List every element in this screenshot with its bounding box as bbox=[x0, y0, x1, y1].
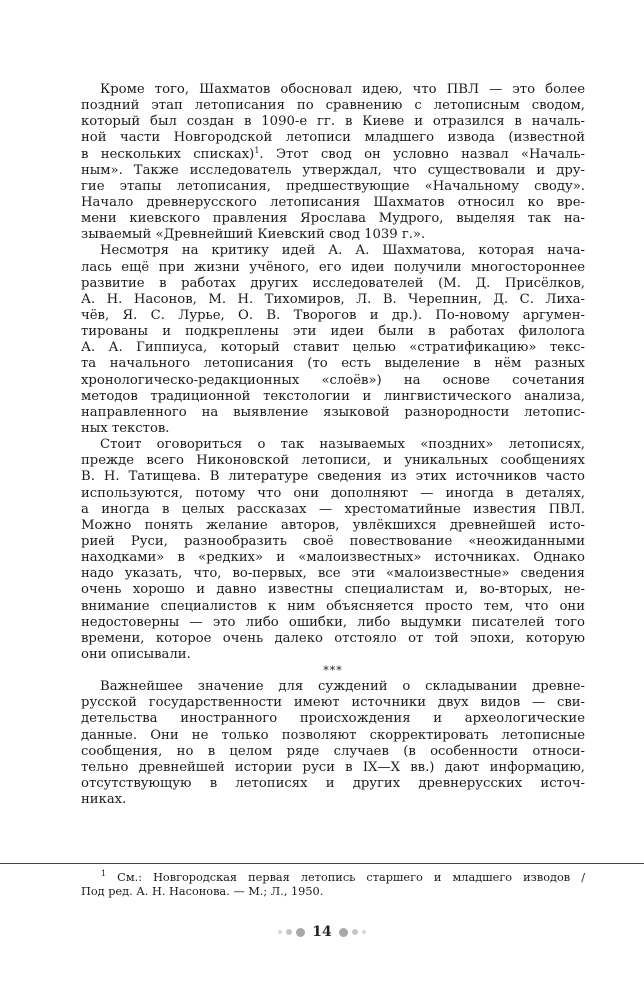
text-line: ных текстов. bbox=[81, 420, 170, 436]
text-line: рией Руси, разнообразить своё повествование «неожиданными bbox=[81, 533, 585, 549]
footnote-marker: 1 bbox=[101, 869, 107, 878]
text-line: они описывали. bbox=[81, 646, 191, 662]
text-line: ным». Также исследователь утверждал, что существовали и дру- bbox=[81, 162, 585, 178]
text-line: отсутствующую в летописях и других древнерусских источ- bbox=[81, 776, 585, 792]
text-line: мени киевского правления Ярослава Мудрого, выделяя так на- bbox=[81, 211, 585, 227]
footnote-line bbox=[81, 871, 585, 885]
decorative-dot-icon bbox=[362, 930, 366, 934]
text-line: гие этапы летописания, предшествующие «Начальному своду». bbox=[81, 178, 585, 194]
text-line: тированы и подкреплены эти идеи были в работах филолога bbox=[81, 324, 585, 340]
text-line: В. Н. Татищева. В литературе сведения из этих источников часто bbox=[81, 469, 585, 485]
text-line: находками» в «редких» и «малоизвестных» источниках. Однако bbox=[81, 550, 585, 566]
text-line: направленного на выявление языковой разнородности летопис- bbox=[81, 404, 585, 420]
text-line: Начало древнерусского летописания Шахматов относил ко вре- bbox=[81, 194, 585, 210]
text-line: А. Н. Насонов, М. Н. Тихомиров, Л. В. Черепнин, Д. С. Лиха- bbox=[81, 291, 585, 307]
decorative-dot-icon bbox=[296, 928, 305, 937]
text-line: методов традиционной текстологии и лингвистического анализа, bbox=[81, 388, 585, 404]
text-line bbox=[81, 147, 585, 163]
page-footer bbox=[0, 922, 644, 942]
text-line: тельно древнейшей истории руси в IX—X вв.) дают информацию, bbox=[81, 759, 585, 775]
text-line: Можно понять желание авторов, увлёкшихся древнейшей исто- bbox=[81, 517, 585, 533]
text-line: сообщения, но в целом ряде случаев (в особенности относи- bbox=[81, 743, 585, 759]
text-line: зываемый «Древнейший Киевский свод 1039 г.». bbox=[81, 227, 426, 243]
footnote-line: Под ред. А. Н. Насонова. — М.; Л., 1950. bbox=[81, 884, 324, 898]
text-line: надо указать, что, во-первых, все эти «малоизвестные» сведения bbox=[81, 566, 585, 582]
section-separator: *** bbox=[323, 664, 343, 678]
text-line: Кроме того, Шахматов обосновал идею, что ПВЛ — это более bbox=[100, 82, 585, 97]
text-line: русской государственности имеют источники двух видов — сви- bbox=[81, 695, 585, 711]
text-line: внимание специалистов к ним объясняется просто тем, что они bbox=[81, 598, 585, 614]
text-line: А. А. Гиппиуса, который ставит целью «стратификацию» текс- bbox=[81, 340, 585, 356]
decorative-dot-icon bbox=[339, 928, 348, 937]
text-line: Несмотря на критику идей А. А. Шахматова, которая нача- bbox=[100, 243, 585, 259]
text-line: данные. Они не только позволяют скорректировать летописные bbox=[81, 727, 585, 743]
page-number: 14 bbox=[312, 924, 332, 940]
text-line: времени, которое очень далеко отстояло от той эпохи, которую bbox=[81, 630, 585, 646]
footnote-text: См.: Новгородская первая летопись старшего и младшего изводов / bbox=[117, 871, 585, 884]
text-line: никах. bbox=[81, 792, 127, 808]
text-line: очень хорошо и давно известны специалистам и, во-вторых, не- bbox=[81, 582, 585, 598]
decorative-dot-icon bbox=[278, 930, 282, 934]
text-segment: в нескольких списках) bbox=[81, 146, 255, 162]
footnote-divider bbox=[0, 863, 644, 864]
text-line: развитие в работах других исследователей (М. Д. Присёлков, bbox=[81, 275, 585, 291]
decorative-dot-icon bbox=[352, 929, 358, 935]
footnote bbox=[81, 871, 585, 898]
text-line: недостоверны — это либо ошибки, либо выдумки писателей того bbox=[81, 614, 585, 630]
text-line: используются, потому что они дополняют — иногда в деталях, bbox=[81, 485, 585, 501]
text-line: а иногда в целых рассказах — хрестоматийные известия ПВЛ. bbox=[81, 501, 585, 517]
main-text bbox=[81, 82, 585, 808]
text-segment: . Этот свод он условно назвал «Началь- bbox=[259, 146, 585, 162]
footnote-reference: 1 bbox=[254, 145, 260, 155]
text-line: та начального летописания (то есть выделение в нём разных bbox=[81, 356, 585, 372]
text-line: лась ещё при жизни учёного, его идеи получили многостороннее bbox=[81, 259, 585, 275]
text-line: Важнейшее значение для суждений о складывании древне- bbox=[100, 679, 585, 695]
text-line: который был создан в 1090-е гг. в Киеве и отразился в началь- bbox=[81, 114, 585, 130]
text-line: чёв, Я. С. Лурье, О. В. Творогов и др.). По-новому аргумен- bbox=[81, 307, 585, 323]
text-line: хронологическо-редакционных «слоёв») на основе сочетания bbox=[81, 372, 585, 388]
decorative-dot-icon bbox=[286, 929, 292, 935]
text-line: детельства иностранного происхождения и археологические bbox=[81, 711, 585, 727]
text-line: Стоит оговориться о так называемых «поздних» летописях, bbox=[100, 437, 585, 453]
text-line: поздний этап летописания по сравнению с летописным сводом, bbox=[81, 98, 585, 114]
text-line: ной части Новгородской летописи младшего извода (известной bbox=[81, 130, 585, 146]
text-line: прежде всего Никоновской летописи, и уникальных сообщениях bbox=[81, 453, 585, 469]
